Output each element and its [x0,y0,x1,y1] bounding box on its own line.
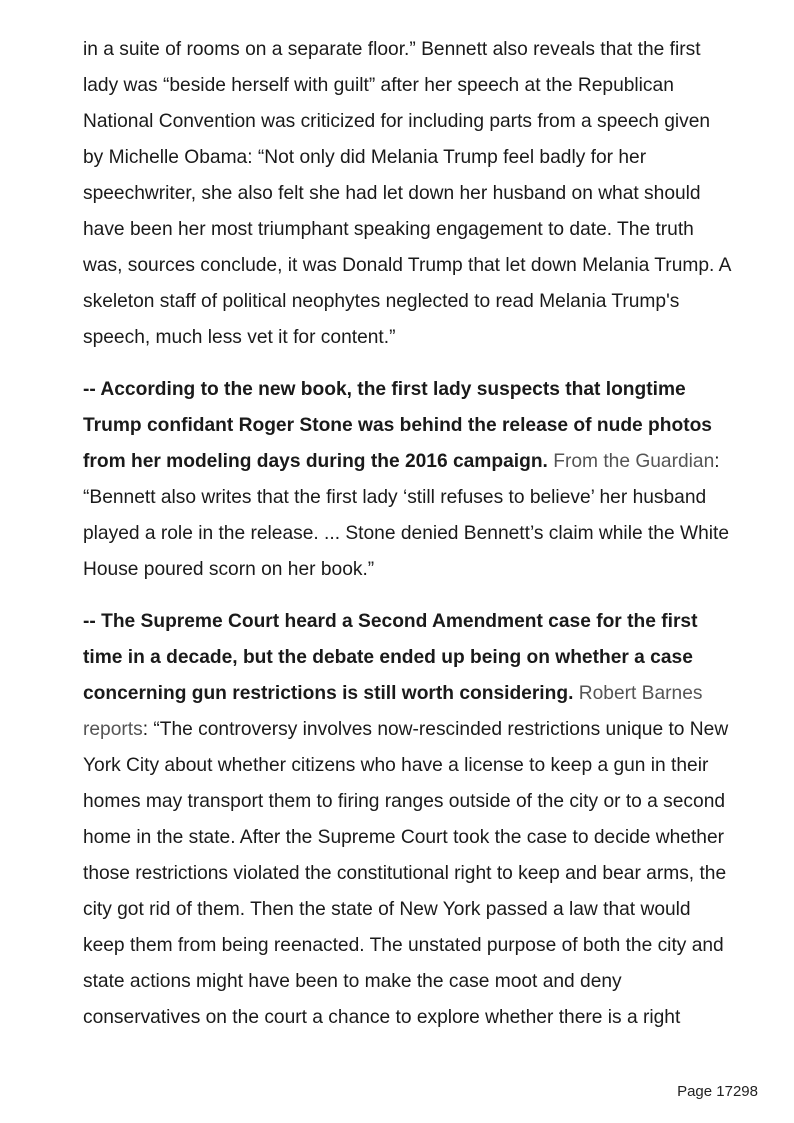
paragraph-melania-guilt [83,32,733,356]
paragraph-lead: -- The Supreme Court heard a Second Amendment case for the first time in a decade, but the debate ended up being on whether a case concerning gun restrictions is still worth considering. [83,611,698,704]
paragraph-text: in a suite of rooms on a separate floor.” Bennett also reveals that the first lady was “beside herself with guilt” after her speech at the Republican National Convention was criticized for including parts from a speech given by Michelle Obama: “Not only did Melania Trump feel badly for her speechwriter, she also felt she had let down her husband on what should have been her most triumphant speaking engagement to date. The truth was, sources conclude, it was Donald Trump that let down Melania Trump. A skeleton staff of political neophytes neglected to read Melania Trump's speech, much less vet it for content.” [83,39,731,348]
document-page [83,32,733,1080]
source-link-robert-barnes[interactable]: Robert Barnes reports [83,683,703,740]
source-link-guardian[interactable]: From the Guardian [553,451,715,472]
paragraph-supreme-court [83,604,733,1036]
paragraph-roger-stone [83,372,733,588]
page-number: Page 17298 [673,1083,758,1100]
paragraph-lead: -- According to the new book, the first lady suspects that longtime Trump confidant Roger Stone was behind the release of nude photos from her modeling days during the 2016 campaign. [83,379,712,472]
paragraph-text: : “Bennett also writes that the first lady ‘still refuses to believe’ her husband played a role in the release. ... Stone denied Bennett’s claim while the White House poured scorn on her book.” [83,451,730,580]
paragraph-text: : “The controversy involves now-rescinded restrictions unique to New York City about whether citizens who have a license to keep a gun in their homes may transport them to firing ranges outside of the city or to a second home in the state. After the Supreme Court took the case to decide whether those restrictions violated the constitutional right to keep and bear arms, the city got rid of them. Then the state of New York passed a law that would keep them from being reenacted. The unstated purpose of both the city and state actions might have been to make the case moot and deny conservatives on the court a chance to explore whether there is a right [83,719,729,1028]
